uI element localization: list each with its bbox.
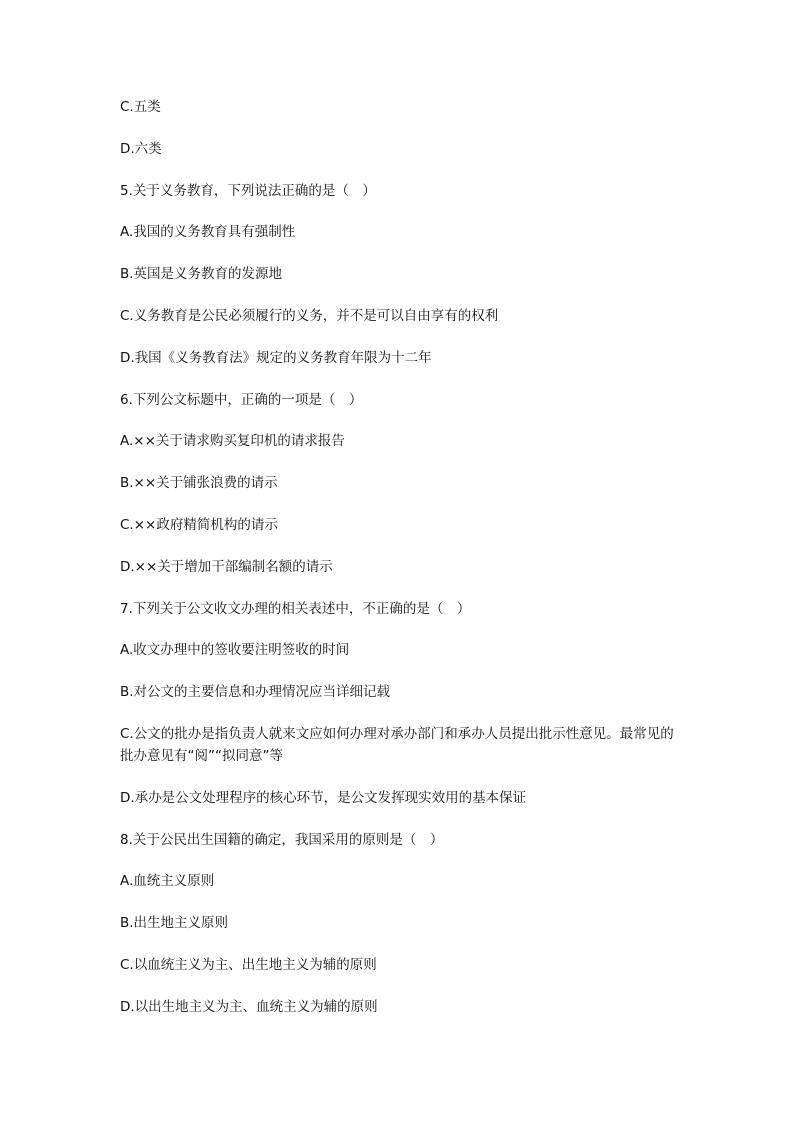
question-5: 5.关于义务教育，下列说法正确的是（ ） [120,182,376,199]
option-5d: D.我国《义务教育法》规定的义务教育年限为十二年 [120,349,432,366]
question-content [120,96,680,1038]
option-6c: C.××政府精简机构的请示 [120,516,278,533]
option-8a: A.血统主义原则 [120,873,215,890]
option-7b: B.对公文的主要信息和办理情况应当详细记载 [120,684,391,701]
option-7c: C.公文的批办是指负责人就来文应如何办理对承办部门和承办人员提出批示性意见。最常见的批办意见有“阅”“拟同意”等 [120,725,674,764]
option-8d: D.以出生地主义为主、血统主义为辅的原则 [120,998,378,1015]
option-6a: A.××关于请求购买复印机的请求报告 [120,433,345,450]
option-8c: C.以血统主义为主、出生地主义为辅的原则 [120,956,377,973]
question-7: 7.下列关于公文收文办理的相关表述中，不正确的是（ ） [120,600,471,617]
option-7d: D.承办是公文处理程序的核心环节，是公文发挥现实效用的基本保证 [120,789,527,806]
option-5a: A.我国的义务教育具有强制性 [120,224,296,241]
option-6b: B.××关于铺张浪费的请示 [120,475,278,492]
option-4c: C.五类 [120,99,161,115]
option-7a: A.收文办理中的签收要注明签收的时间 [120,642,350,659]
option-8b: B.出生地主义原则 [120,915,229,932]
question-8: 8.关于公民出生国籍的确定，我国采用的原则是（ ） [120,831,444,848]
option-6d: D.××关于增加干部编制名额的请示 [120,558,333,575]
question-6: 6.下列公文标题中，正确的一项是（ ） [120,391,363,408]
option-4d: D.六类 [120,140,162,157]
option-5c: C.义务教育是公民必须履行的义务，并不是可以自由享有的权利 [120,307,499,324]
option-5b: B.英国是义务教育的发源地 [120,266,283,283]
